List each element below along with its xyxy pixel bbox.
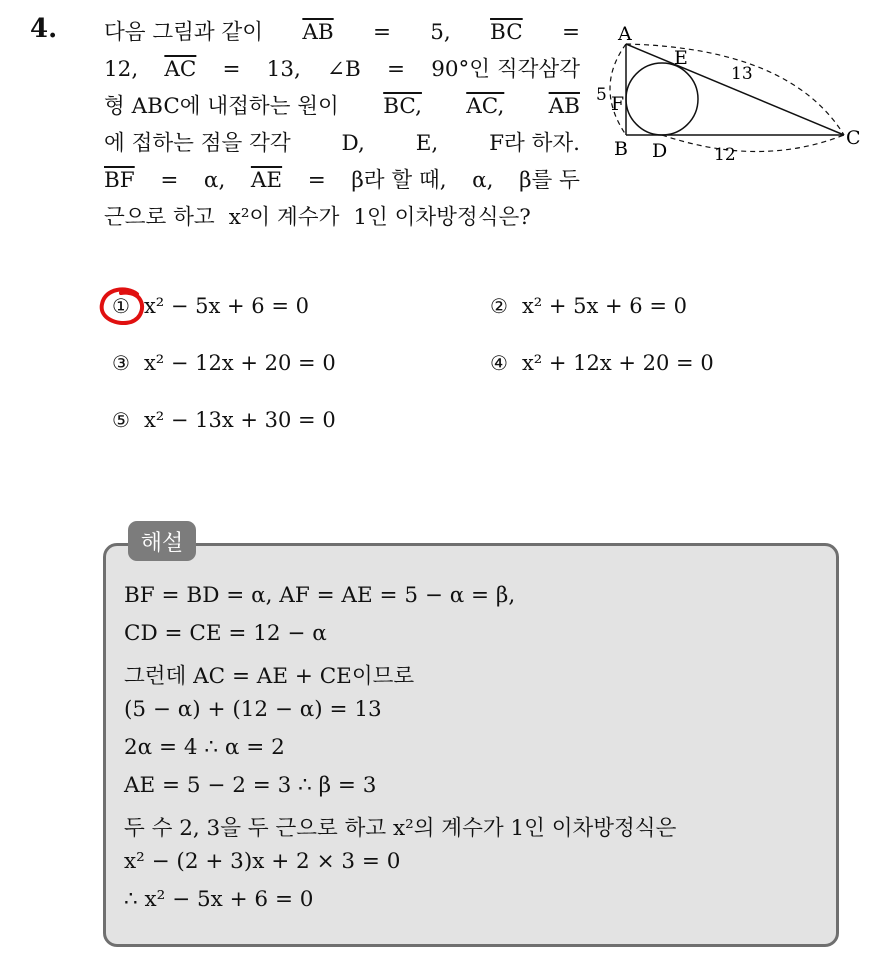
question-fragment: 1인 이차방정식은? [353, 205, 531, 230]
label-a: A [618, 23, 632, 45]
choice-expression: x² + 5x + 6 = 0 [521, 294, 687, 318]
choice-expression: x² + 12x + 20 = 0 [521, 351, 714, 375]
question-fragment: ∠B [327, 57, 361, 82]
question-fragment: = [160, 168, 179, 193]
question-fragment: α, [203, 168, 226, 193]
question-fragment: β를 두 [519, 168, 580, 193]
solution-line-4: (5 − α) + (12 − α) = 13 [124, 697, 382, 722]
length-ab: 5 [596, 85, 607, 105]
label-f: F [611, 93, 625, 115]
solution-tag: 해설 [128, 521, 196, 561]
question-fragment: 13, [266, 57, 301, 82]
question-line-5 [104, 162, 580, 199]
choice-number: ② [490, 294, 508, 318]
segment-ae: $\overline{AE}$ [250, 168, 283, 193]
question-fragment: 근으로 하고 [104, 205, 215, 230]
question-fragment: 형 ABC에 내접하는 원이 [104, 94, 339, 119]
question-fragment: β라 할 때, [351, 168, 447, 193]
choice-2[interactable] [490, 294, 687, 318]
question-fragment: = [307, 168, 326, 193]
triangle-figure [590, 18, 870, 178]
dash-arc-ab [610, 44, 626, 135]
question-text [104, 14, 580, 236]
question-fragment: 에 접하는 점을 각각 [104, 131, 291, 156]
segment-ac: $\overline{AC}$ [164, 57, 197, 82]
solution-line-3: 그런데 AC = AE + CE이므로 [124, 664, 415, 689]
label-e: E [674, 47, 688, 69]
choice-number: ③ [112, 351, 130, 375]
segment-ab: $\overline{AB}$ [548, 94, 580, 119]
incircle [626, 63, 698, 135]
question-line-6 [104, 199, 580, 236]
solution-line-7: 두 수 2, 3을 두 근으로 하고 x²의 계수가 1인 이차방정식은 [124, 816, 677, 841]
question-fragment: 5, [430, 20, 451, 45]
question-fragment: = [222, 57, 241, 82]
choice-expression: x² − 5x + 6 = 0 [143, 294, 309, 318]
question-fragment: E, [415, 131, 439, 156]
question-fragment: x²이 계수가 [228, 205, 340, 230]
length-bc: 12 [714, 145, 736, 165]
solution-line-2: CD = CE = 12 − α [124, 621, 327, 646]
segment-bf: $\overline{BF}$ [104, 168, 135, 193]
solution-line-9: ∴ x² − 5x + 6 = 0 [124, 887, 314, 912]
question-line-4 [104, 125, 580, 162]
segment-ab: $\overline{AB}$ [302, 20, 334, 45]
label-b: B [614, 138, 628, 160]
question-fragment: D, [341, 131, 365, 156]
length-ac: 13 [731, 64, 753, 84]
choice-expression: x² − 12x + 20 = 0 [143, 351, 336, 375]
solution-line-1: BF = BD = α, AF = AE = 5 − α = β, [124, 583, 516, 608]
choice-number: ④ [490, 351, 508, 375]
question-fragment: 다음 그림과 같이 [104, 20, 264, 45]
side-ac [626, 44, 844, 135]
question-line-2 [104, 51, 580, 88]
solution-line-5: 2α = 4 ∴ α = 2 [124, 735, 285, 760]
solution-line-6: AE = 5 − 2 = 3 ∴ β = 3 [124, 773, 377, 798]
segment-bc: BC, [383, 94, 422, 119]
question-fragment: α, [472, 168, 494, 193]
segment-bc: $\overline{BC}$ [490, 20, 523, 45]
answer-mark-circle [97, 284, 149, 328]
solution-line-8: x² − (2 + 3)x + 2 × 3 = 0 [124, 849, 401, 874]
question-fragment: 12, [104, 57, 139, 82]
segment-ac: AC, [466, 94, 505, 119]
question-fragment: = [561, 20, 580, 45]
label-c: C [846, 127, 861, 149]
question-fragment: = [387, 57, 406, 82]
choice-4[interactable] [490, 351, 714, 375]
question-fragment: F라 하자. [489, 131, 580, 156]
choice-5[interactable] [112, 408, 336, 432]
choice-number: ① [112, 294, 130, 318]
label-d: D [652, 140, 668, 162]
question-fragment: = [372, 20, 391, 45]
question-line-1 [104, 14, 580, 51]
question-number: 4. [30, 14, 58, 44]
choice-3[interactable] [112, 351, 336, 375]
choice-number: ⑤ [112, 408, 130, 432]
question-line-3 [104, 88, 580, 125]
dash-arc-dc [662, 135, 844, 152]
question-fragment: 90°인 직각삼각 [431, 57, 580, 82]
choice-expression: x² − 13x + 30 = 0 [143, 408, 336, 432]
